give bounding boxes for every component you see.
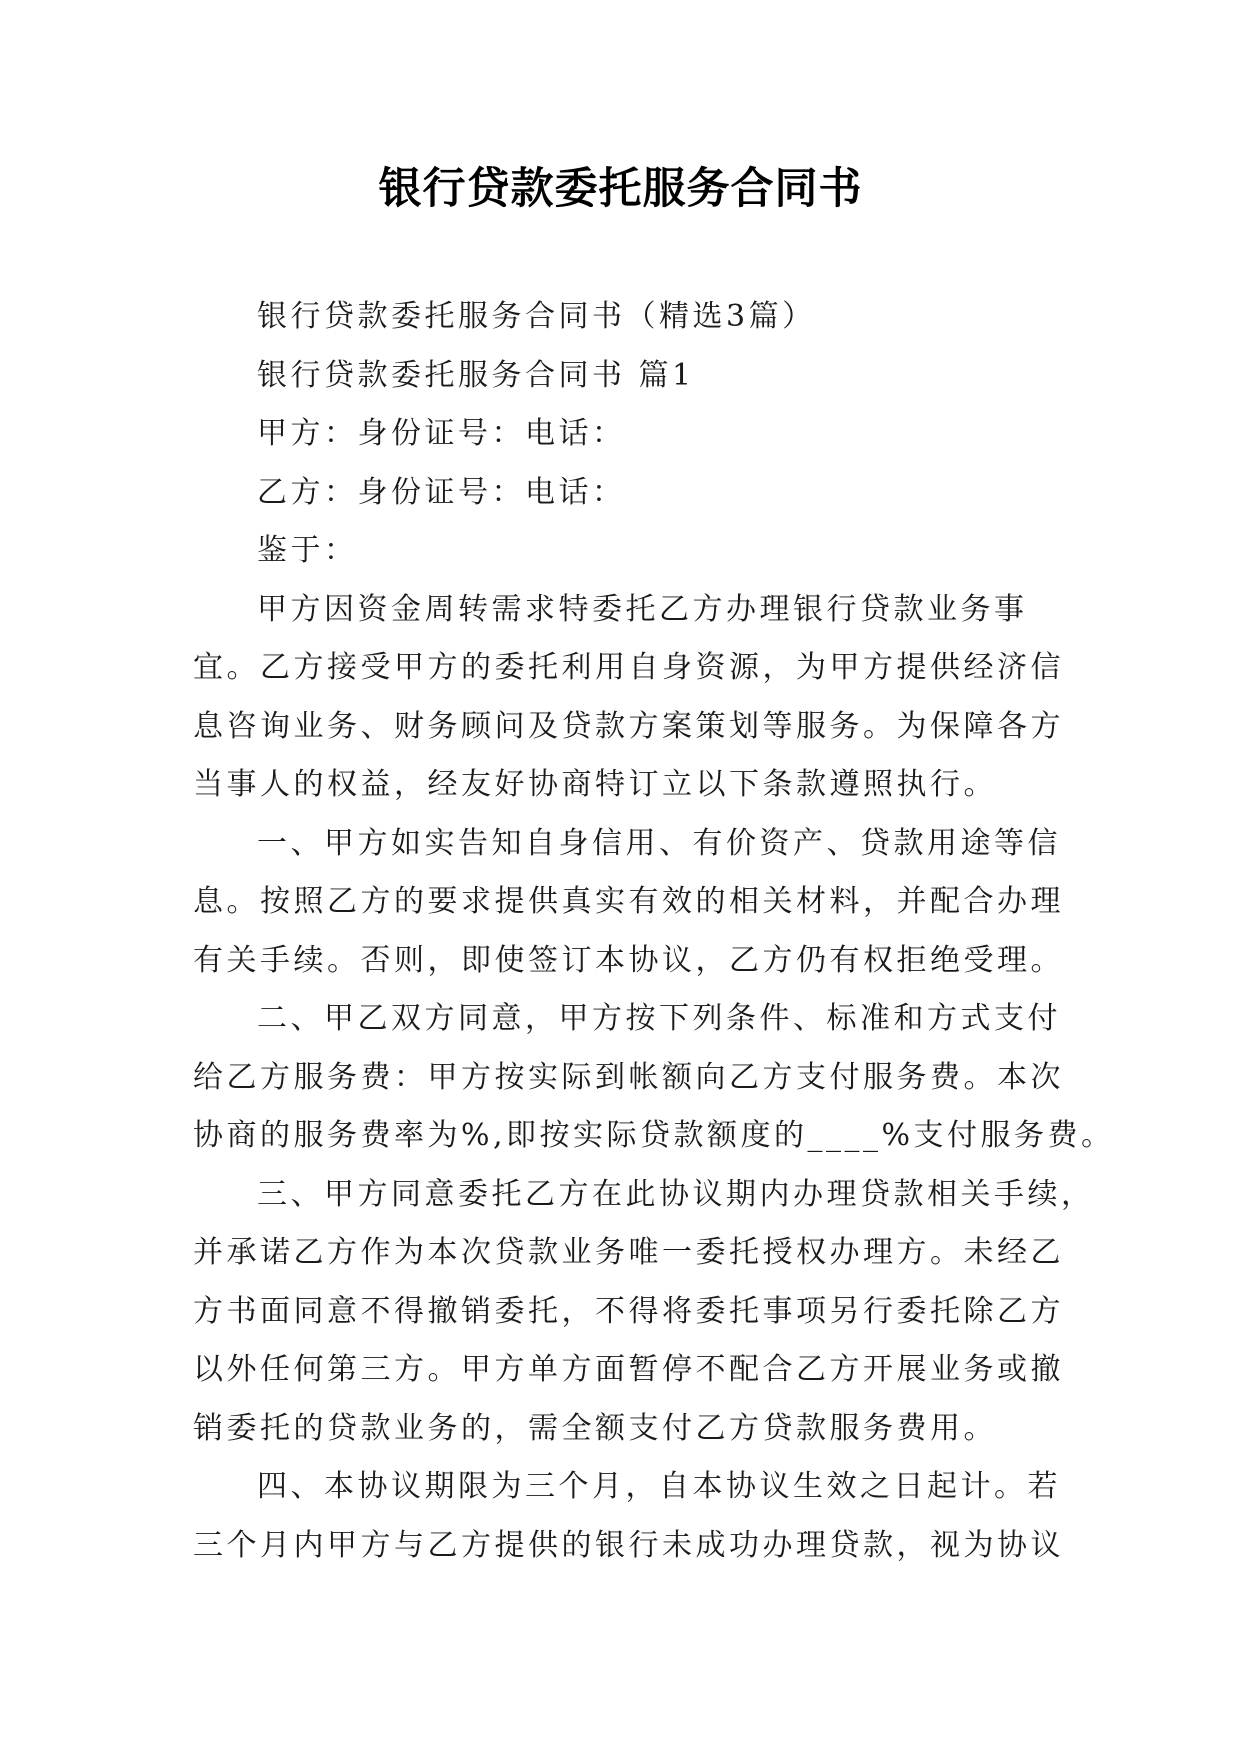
- text-line: 宜。乙方接受甲方的委托利用自身资源，为甲方提供经济信: [193, 650, 1064, 685]
- text-line: 四、本协议期限为三个月，自本协议生效之日起计。若: [257, 1469, 1061, 1504]
- text-line: 银行贷款委托服务合同书 篇1: [257, 357, 695, 393]
- text-line: 以外任何第三方。甲方单方面暂停不配合乙方开展业务或撤: [193, 1352, 1064, 1387]
- text-line: 协商的服务费率为%,即按实际贷款额度的____%支付服务费。: [193, 1118, 1115, 1153]
- text-line: 方书面同意不得撤销委托，不得将委托事项另行委托除乙方: [193, 1293, 1064, 1329]
- text-line: 给乙方服务费：甲方按实际到帐额向乙方支付服务费。本次: [193, 1059, 1064, 1095]
- text-line: 银行贷款委托服务合同书（精选3篇）: [257, 299, 816, 334]
- text-line: 三个月内甲方与乙方提供的银行未成功办理贷款，视为协议: [193, 1527, 1064, 1563]
- text-line: 息咨询业务、财务顾问及贷款方案策划等服务。为保障各方: [193, 708, 1064, 744]
- document-body: [193, 288, 1115, 1575]
- text-line: 一、甲方如实告知自身信用、有价资产、贷款用途等信: [257, 825, 1061, 861]
- text-line: 乙方：身份证号：电话：: [257, 474, 626, 510]
- text-line: 销委托的贷款业务的，需全额支付乙方贷款服务费用。: [193, 1410, 997, 1446]
- text-line: 三、甲方同意委托乙方在此协议期内办理贷款相关手续，: [257, 1176, 1095, 1212]
- text-line: 并承诺乙方作为本次贷款业务唯一委托授权办理方。未经乙: [193, 1235, 1064, 1270]
- text-line: 甲方：身份证号：电话：: [257, 416, 626, 451]
- document-title: 银行贷款委托服务合同书: [378, 164, 863, 214]
- text-line: 息。按照乙方的要求提供真实有效的相关材料，并配合办理: [193, 884, 1064, 919]
- text-line: 当事人的权益，经友好协商特订立以下条款遵照执行。: [193, 767, 997, 802]
- text-line: 有关手续。否则，即使签订本协议，乙方仍有权拒绝受理。: [193, 942, 1064, 978]
- text-line: 二、甲乙双方同意，甲方按下列条件、标准和方式支付: [257, 1001, 1061, 1036]
- text-line: 鉴于：: [257, 533, 358, 568]
- text-line: 甲方因资金周转需求特委托乙方办理银行贷款业务事: [257, 591, 1028, 627]
